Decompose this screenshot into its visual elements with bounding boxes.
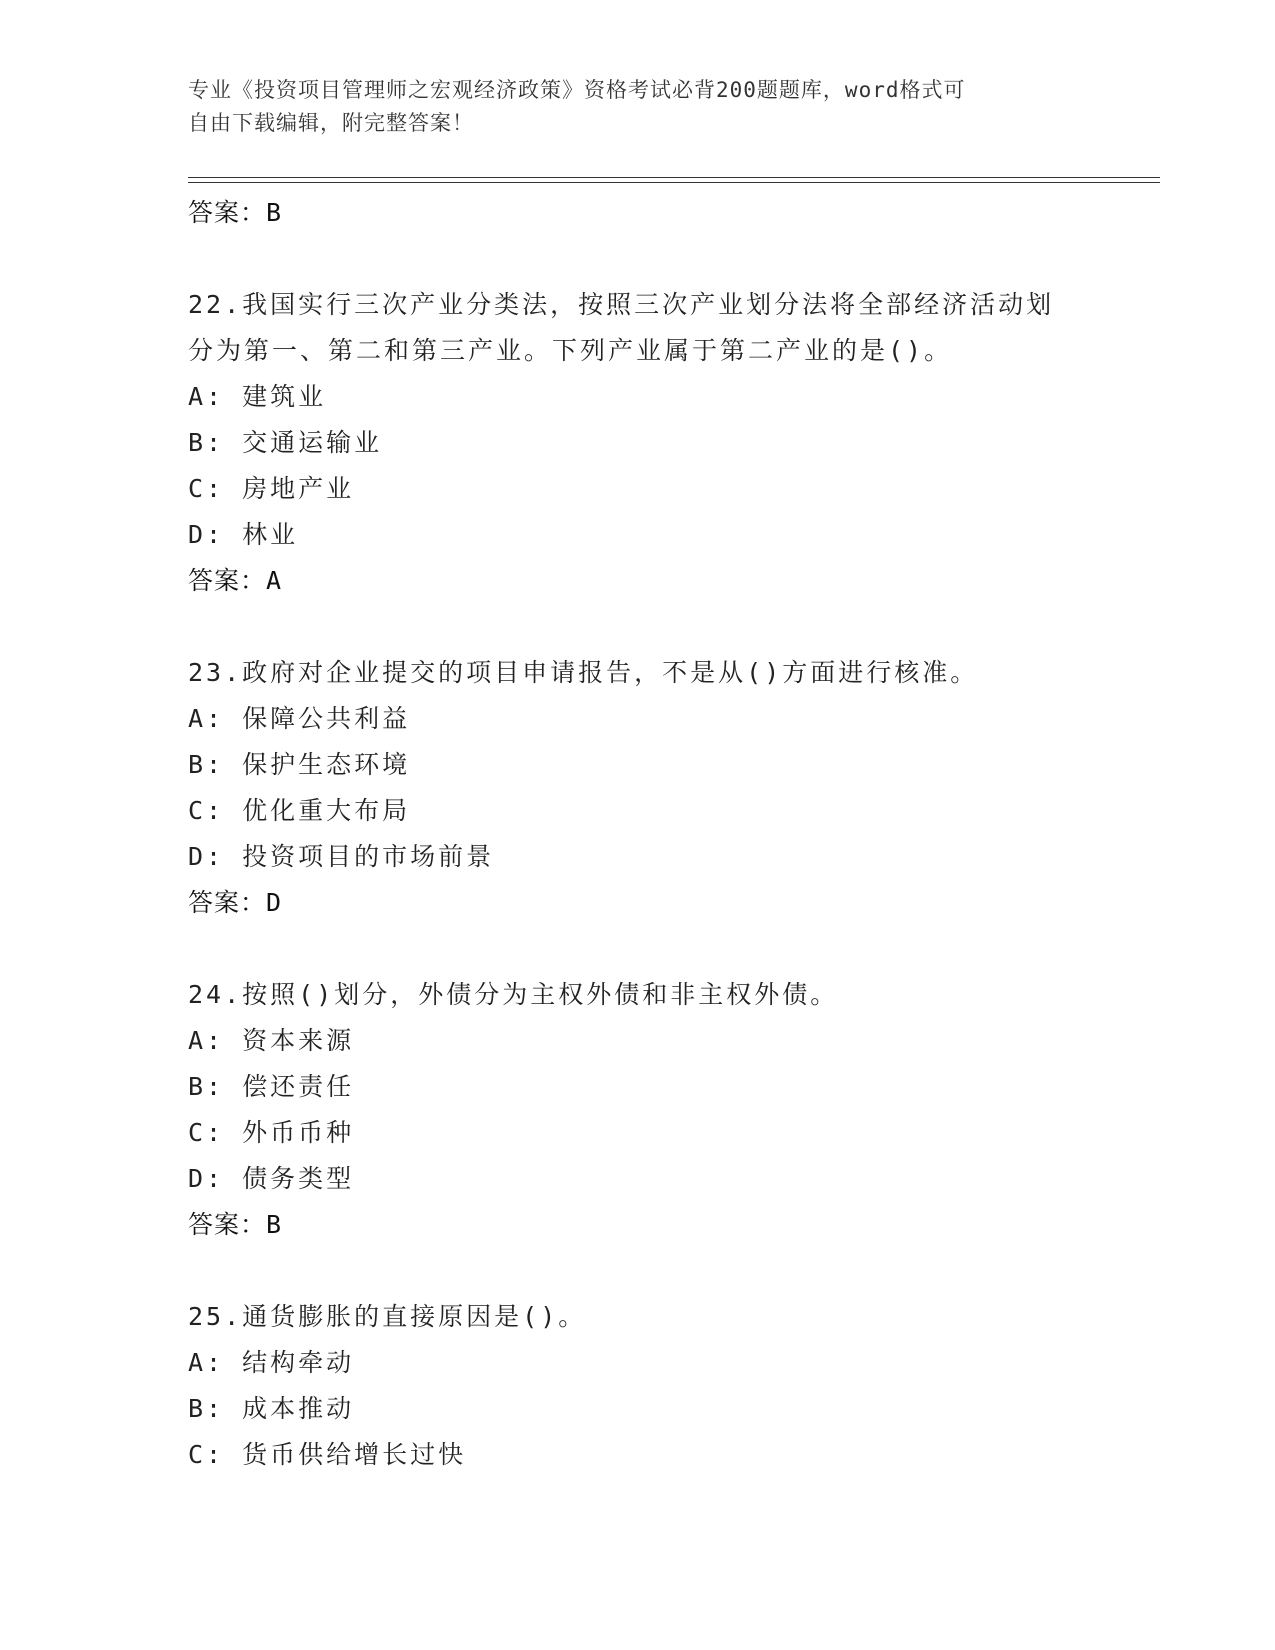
option-a: A: 保障公共利益	[188, 704, 411, 733]
option-d: D: 林业	[188, 520, 299, 549]
question-text: 25.通货膨胀的直接原因是()。	[188, 1302, 587, 1331]
answer-label: 答案：	[188, 566, 267, 595]
spacer	[188, 926, 1118, 972]
question-text: 分为第一、第二和第三产业。下列产业属于第二产业的是()。	[188, 336, 953, 365]
question-23	[188, 650, 1118, 926]
answer-value: D	[266, 888, 283, 917]
option-b: B: 保护生态环境	[188, 750, 411, 779]
option-a: A: 结构牵动	[188, 1348, 355, 1377]
answer-label: 答案：	[188, 1210, 267, 1239]
option-c: C: 货币供给增长过快	[188, 1440, 467, 1469]
option-a: A: 资本来源	[188, 1026, 355, 1055]
spacer	[188, 1248, 1118, 1294]
spacer	[188, 604, 1118, 650]
option-b: B: 交通运输业	[188, 428, 383, 457]
option-b: B: 偿还责任	[188, 1072, 355, 1101]
question-22	[188, 282, 1118, 604]
option-d: D: 债务类型	[188, 1164, 355, 1193]
header-rule-bottom	[188, 182, 1160, 183]
question-text: 24.按照()划分，外债分为主权外债和非主权外债。	[188, 980, 839, 1009]
answer-value: A	[266, 566, 283, 595]
question-24	[188, 972, 1118, 1248]
header-line-2: 自由下载编辑，附完整答案！	[188, 111, 474, 135]
header-rule-top	[188, 177, 1160, 178]
answer-value: B	[266, 1210, 283, 1239]
header-line-1: 专业《投资项目管理师之宏观经济政策》资格考试必背200题题库，word格式可	[188, 78, 966, 102]
answer	[188, 558, 1118, 604]
question-text: 23.政府对企业提交的项目申请报告，不是从()方面进行核准。	[188, 658, 979, 687]
option-c: C: 优化重大布局	[188, 796, 411, 825]
spacer	[188, 236, 1118, 282]
question-text: 22.我国实行三次产业分类法，按照三次产业划分法将全部经济活动划	[188, 290, 1055, 319]
answer-value: B	[266, 198, 283, 227]
answer	[188, 1202, 1118, 1248]
question-content	[188, 190, 1118, 1478]
answer	[188, 880, 1118, 926]
answer-label: 答案：	[188, 888, 267, 917]
option-b: B: 成本推动	[188, 1394, 355, 1423]
option-c: C: 房地产业	[188, 474, 355, 503]
answer-prev	[188, 190, 1118, 236]
option-d: D: 投资项目的市场前景	[188, 842, 495, 871]
option-a: A: 建筑业	[188, 382, 327, 411]
answer-label: 答案：	[188, 198, 267, 227]
question-25	[188, 1294, 1118, 1478]
page-header	[188, 74, 1088, 140]
option-c: C: 外币币种	[188, 1118, 355, 1147]
